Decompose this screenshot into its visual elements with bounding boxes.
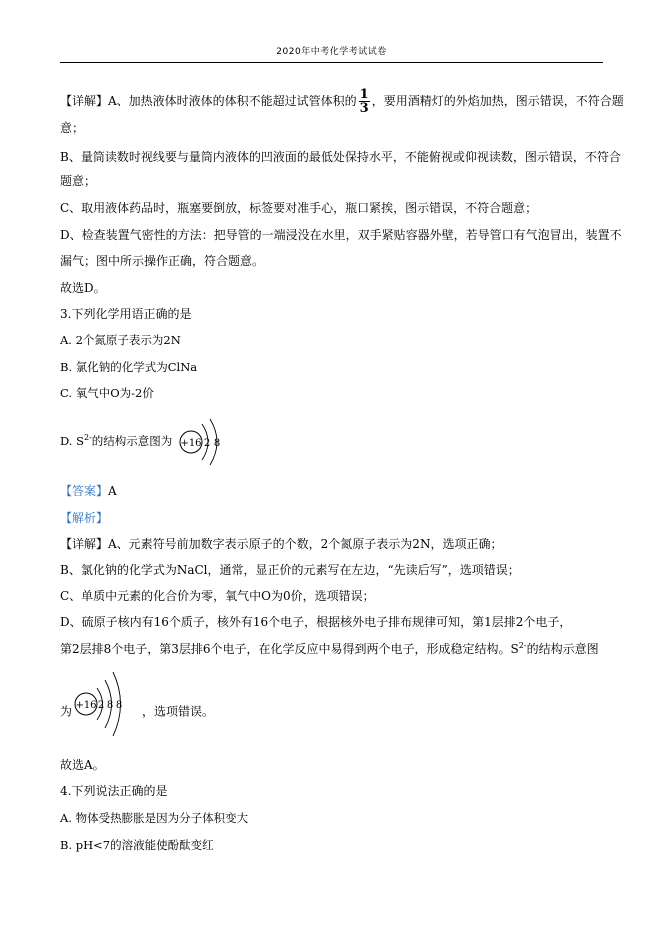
q4-option-b: B. pH<7的溶液能使酚酞变红: [60, 838, 214, 852]
q3-detail-d-line3: [60, 684, 214, 740]
shell-1-electrons: 2: [97, 700, 105, 711]
q3-detail-a: 【详解】A、元素符号前加数字表示原子的个数，2个氮原子表示为2N，选项正确；: [60, 537, 503, 551]
q3-answer: [60, 483, 117, 499]
q3-option-d-pre: D. S: [60, 434, 84, 448]
q2-detail-b-line2: 题意；: [60, 174, 97, 188]
q3-detail-d-line2: [60, 641, 599, 657]
q2-detail-b-line1: B、量筒读数时视线要与量筒内液体的凹液面的最低处保持水平，不能俯视或仰视读数，图示错误，不符合: [60, 150, 621, 164]
q3-option-d-post: 的结构示意图为: [91, 434, 173, 448]
q2-detail-a-cont: 意；: [60, 121, 85, 135]
q3-detail-d-line1: D、硫原子核内有16个质子，核外有16个电子，根据核外电子排布规律可知，第1层排2个电子，: [60, 615, 572, 629]
q3-detail-b: B、氯化钠的化学式为NaCl，通常，显正价的元素写在左边，“先读后写”，选项错误；: [60, 563, 520, 577]
q4-stem: 4.下列说法正确的是: [60, 784, 168, 798]
q3-option-a: A. 2个氮原子表示为2N: [60, 333, 181, 347]
nucleus-charge: +16: [75, 700, 97, 711]
page-header: 2020年中考化学考试试卷: [276, 47, 387, 57]
analysis-label: 【解析】: [60, 511, 109, 525]
nucleus-charge: +16: [180, 438, 202, 449]
header-rule: [60, 62, 603, 63]
sulfur-ion-diagram-option-d: [176, 416, 236, 468]
q3-detail-d-line3-post: ，选项错误。: [142, 704, 215, 719]
q2-choose: 故选D。: [60, 281, 106, 295]
q3-detail-c: C、单质中元素的化合价为零，氧气中O为0价，选项错误；: [60, 589, 375, 603]
fraction-denominator: 3: [359, 101, 369, 116]
shell-2-electrons: 8: [106, 700, 114, 711]
q2-detail-a-post: ，要用酒精灯的外焰加热，图示错误，不符合题: [371, 94, 624, 108]
q3-option-d: [60, 416, 236, 468]
q3-detail-d-line3-pre: 为: [60, 704, 73, 719]
q2-detail-a-pre: 【详解】A、加热液体时液体的体积不能超过试管体积的: [60, 94, 357, 108]
q2-detail-a: [60, 88, 624, 115]
q3-option-d-charge: 2-: [84, 433, 92, 443]
shell-1-electrons: 2: [203, 438, 211, 449]
q3-option-c: C. 氧气中O为-2价: [60, 386, 154, 400]
shell-3-electrons: 8: [115, 700, 123, 711]
q2-detail-d-line2: 漏气；图中所示操作正确，符合题意。: [60, 254, 265, 268]
answer-value: A: [108, 484, 117, 498]
q2-detail-c: C、取用液体药品时，瓶塞要倒放，标签要对准手心，瓶口紧挨，图示错误，不符合题意；: [60, 201, 538, 215]
answer-label: 【答案】: [60, 484, 109, 498]
q3-stem: 3.下列化学用语正确的是: [60, 307, 192, 321]
q2-detail-d-line1: D、检查装置气密性的方法：把导管的一端浸没在水里，双手紧贴容器外壁，若导管口有气泡冒出，装置不: [60, 228, 622, 242]
fraction-one-third: [359, 88, 370, 115]
q3-detail-charge: 2-: [518, 641, 527, 650]
q3-choose: 故选A。: [60, 758, 105, 772]
shell-2-electrons: 8: [213, 438, 221, 449]
q3-detail-d-line2-pre: 第2层排8个电子，第3层排6个电子，在化学反应中易得到两个电子，形成稳定结构。S: [60, 642, 519, 656]
q3-option-b: B. 氯化钠的化学式为ClNa: [60, 360, 198, 374]
sulfur-ion-diagram-detail: [72, 668, 142, 740]
q4-option-a: A. 物体受热膨胀是因为分子体积变大: [60, 811, 249, 825]
fraction-numerator: 1: [359, 87, 369, 102]
q3-detail-d-line2-post: 的结构示意图: [526, 642, 599, 656]
